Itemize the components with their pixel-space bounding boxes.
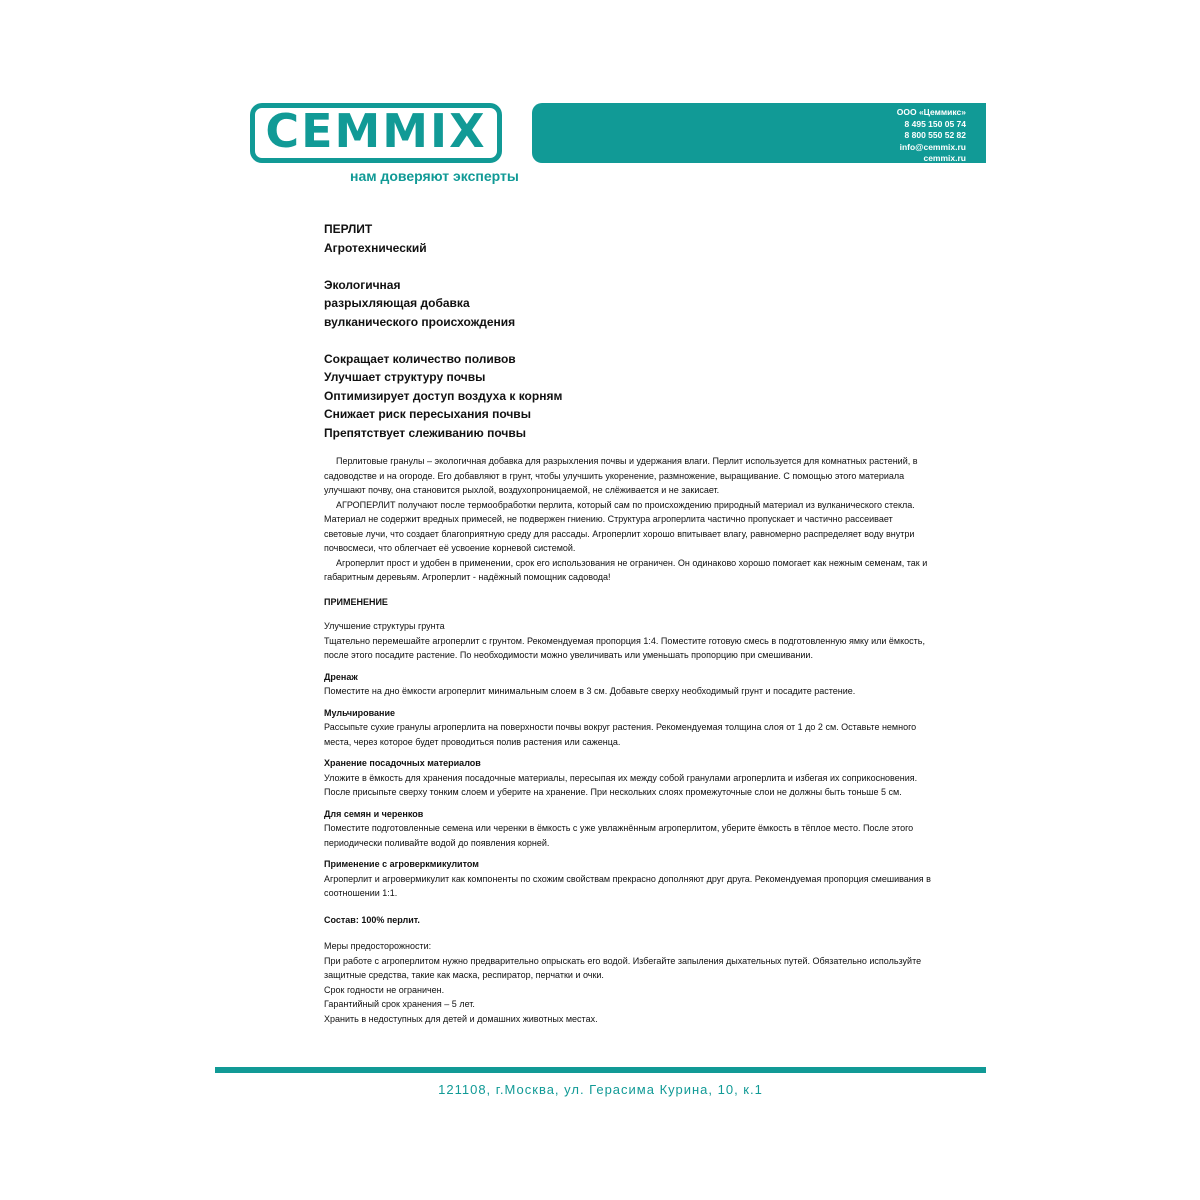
precaution-line: Хранить в недоступных для детей и домашних животных местах. <box>324 1013 598 1024</box>
intro-paragraph: Агроперлит прост и удобен в применении, срок его использования не ограничен. Он одинаково хорошо помогает как нежным семенам, так и габаритным деревьям. Агроперлит - надёжный помощник садовода! <box>324 557 928 582</box>
product-type: Агротехнический <box>324 240 427 255</box>
section-text: Агроперлит и агровермикулит как компоненты по схожим свойствам прекрасно дополняют друг друга. Рекомендуемая пропорция смешивания в соотношении 1:1. <box>324 873 931 898</box>
logo <box>250 103 502 163</box>
section-title: Применение с агроверкмикулитом <box>324 859 479 869</box>
section-title: Мульчирование <box>324 707 395 718</box>
section-title: Дренаж <box>324 671 358 682</box>
benefit-item: Сокращает количество поливов <box>324 351 516 366</box>
benefit-item: Оптимизирует доступ воздуха к корням <box>324 388 563 403</box>
footer-address: 121108, г.Москва, ул. Герасима Курина, 10, к.1 <box>438 1082 763 1097</box>
document-body <box>324 454 934 1026</box>
intro-paragraph: Перлитовые гранулы – экологичная добавка для разрыхления почвы и удержания влаги. Перлит используется для комнатных растений, в садоводстве и на огороде. Его добавляют в грунт, чтобы улучшить укоренение, размножение, выращивание. С помощью этого материала улучшают почву, она становится рыхлой, воздухопроницаемой, не слёживается и не закисает. <box>324 456 918 495</box>
section-text: Поместите подготовленные семена или черенки в ёмкость с уже увлажнённым агроперлитом, уберите ёмкость в тёплое место. После этого периодически поливайте водой до появления корней. <box>324 823 914 848</box>
phone-2: 8 800 550 52 82 <box>904 130 966 140</box>
email: info@cemmix.ru <box>899 141 966 152</box>
section-text: Уложите в ёмкость для хранения посадочные материалы, пересыпая их между собой гранулами агроперлита и избегая их соприкосновения. После присыпьте сверху тонким слоем и уберите на хранение. При нескольких слоях промежуточные слои не должны быть тоньше 5 см. <box>324 772 918 797</box>
section-title: Для семян и черенков <box>324 808 424 819</box>
footer-divider <box>215 1067 986 1073</box>
section-title: Хранение посадочных материалов <box>324 758 481 768</box>
section-title: Улучшение структуры грунта <box>324 621 445 631</box>
composition: Состав: 100% перлит. <box>324 914 420 925</box>
description-line: Экологичная <box>324 277 401 292</box>
section-text: Рассыпьте сухие гранулы агроперлита на поверхности почвы вокруг растения. Рекомендуемая толщина слоя от 1 до 2 см. Оставьте немного места, через которое будет проводиться полив растения или саженца. <box>324 722 917 747</box>
website: cemmix.ru <box>923 153 966 163</box>
precaution-line: При работе с агроперлитом нужно предварительно опрыскать его водой. Избегайте запыления дыхательных путей. Обязательно используйте защитные средства, такие как маска, респиратор, перчатки и очки. <box>324 955 922 980</box>
description-line: разрыхляющая добавка <box>324 296 470 310</box>
contact-bar <box>532 103 986 163</box>
logo-text: CEMMIX <box>265 104 487 158</box>
product-name: ПЕРЛИТ <box>324 222 373 236</box>
precaution-line: Гарантийный срок хранения – 5 лет. <box>324 999 475 1009</box>
intro-paragraph: АГРОПЕРЛИТ получают после термообработки перлита, который сам по происхождению природный материал из вулканического стекла. Материал не содержит вредных примесей, не подвержен гниению. Структура агроперлита частично пропускает и частично рассеивает световые лучи, что создает благоприятную среду для рассады. Агроперлит хорошо впитывает влагу, равномерно распределяет воду внутри почвосмеси, что облегчает её усвоение корневой системой. <box>324 499 915 553</box>
description-line: вулканического происхождения <box>324 314 516 329</box>
tagline: нам доверяют эксперты <box>350 168 519 184</box>
benefit-item: Препятствует слеживанию почвы <box>324 425 526 440</box>
section-text: Тщательно перемешайте агроперлит с грунтом. Рекомендуемая пропорция 1:4. Поместите готовую смесь в подготовленную ямку или ёмкость, после этого посадите растение. По необходимости можно увеличивать или уменьшать пропорцию при смешивании. <box>324 635 925 660</box>
precaution-line: Срок годности не ограничен. <box>324 984 445 995</box>
phone-1: 8 495 150 05 74 <box>904 118 966 129</box>
benefit-item: Снижает риск пересыхания почвы <box>324 407 531 421</box>
company-name: ООО «Цеммикс» <box>896 107 966 117</box>
precautions-title: Меры предосторожности: <box>324 941 432 951</box>
application-title: ПРИМЕНЕНИЕ <box>324 596 388 607</box>
product-heading <box>324 220 562 442</box>
benefit-item: Улучшает структуру почвы <box>324 370 486 384</box>
section-text: Поместите на дно ёмкости агроперлит минимальным слоем в 3 см. Добавьте сверху необходимый грунт и посадите растение. <box>324 686 856 696</box>
